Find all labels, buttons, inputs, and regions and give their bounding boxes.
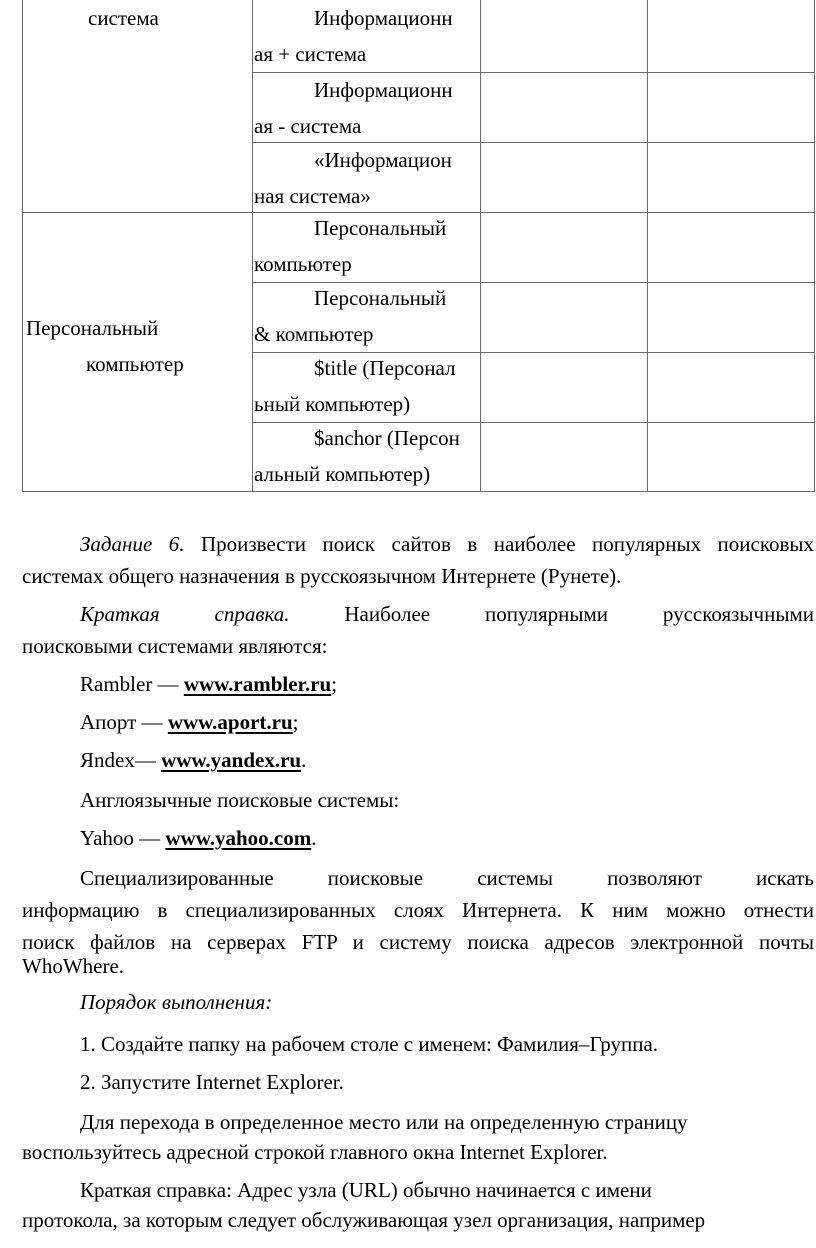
table-cell-query: $title (Персонал ьный компьютер) [254, 356, 456, 416]
brief-paragraph-cont: поисковыми системами являются: [22, 634, 328, 658]
procedure-heading: Порядок выполнения: [80, 990, 273, 1014]
brief-label: Краткая справка. [80, 602, 290, 626]
table-border-col3 [647, 0, 648, 492]
table-cell-query: «Информацион ная система» [254, 148, 452, 208]
url-note-paragraph: Краткая справка: Адрес узла (URL) обычно начинается с имени [80, 1178, 652, 1202]
search-query-table [22, 0, 816, 492]
url-note-paragraph-cont: протокола, за которым следует обслуживающая узел организация, например [22, 1208, 706, 1232]
engine-item: Rambler — www.rambler.ru; [80, 672, 338, 696]
table-border-col1 [252, 0, 253, 492]
specialized-paragraph-line: информацию в специализированных слоях Интернета. К ним можно отнести [22, 898, 814, 922]
task-label: Задание 6. [80, 532, 185, 556]
table-cell-query: $anchor (Персон альный компьютер) [254, 426, 460, 486]
english-engines-heading: Англоязычные поисковые системы: [80, 788, 400, 812]
table-group-label [88, 0, 159, 36]
step-item: 1. Создайте папку на рабочем столе с именем: Фамилия–Группа. [80, 1032, 659, 1056]
engine-item: Апорт — www.aport.ru; [80, 710, 299, 734]
specialized-paragraph-line: поиск файлов на серверах FTP и систему поиска адресов электронной почты [22, 930, 814, 954]
rambler-link[interactable]: www.rambler.ru [183, 672, 332, 696]
yahoo-link[interactable]: www.yahoo.com [165, 826, 312, 850]
table-group-label: компьютер [86, 352, 184, 376]
step-item: 2. Запустите Internet Explorer. [80, 1070, 344, 1094]
engine-item: Яndex— www.yandex.ru. [80, 748, 307, 772]
table-cell-query: Информационн ая - система [254, 78, 453, 138]
navigate-paragraph: Для перехода в определенное место или на определенную страницу [80, 1110, 688, 1134]
specialized-paragraph: Специализированные поисковые системы позволяют искать [80, 866, 814, 890]
table-border-col2 [480, 0, 481, 492]
task-paragraph-cont: системах общего назначения в русскоязычном Интернете (Рунете). [22, 564, 622, 588]
yandex-link[interactable]: www.yandex.ru [161, 748, 302, 772]
table-cell-query: Персональный компьютер [254, 216, 447, 276]
table-cell-query: Информационн ая + система [254, 6, 453, 66]
table-cell-query: Персональный & компьютер [254, 286, 447, 346]
table-border-right [814, 0, 815, 492]
aport-link[interactable]: www.aport.ru [167, 710, 293, 734]
task-paragraph: Задание 6. Произвести поиск сайтов в наиболее популярных поисковых [80, 532, 815, 556]
group-label-text: система [88, 6, 159, 30]
brief-paragraph: Краткая справка. Наиболее популярными русскоязычными [80, 602, 814, 626]
engine-item: Yahoo — www.yahoo.com. [80, 826, 317, 850]
table-group-label: Персональный [26, 316, 159, 340]
navigate-paragraph-cont: воспользуйтесь адресной строкой главного окна Internet Explorer. [22, 1140, 608, 1164]
specialized-paragraph-line: WhoWhere. [22, 954, 125, 978]
table-border-left [22, 0, 23, 492]
